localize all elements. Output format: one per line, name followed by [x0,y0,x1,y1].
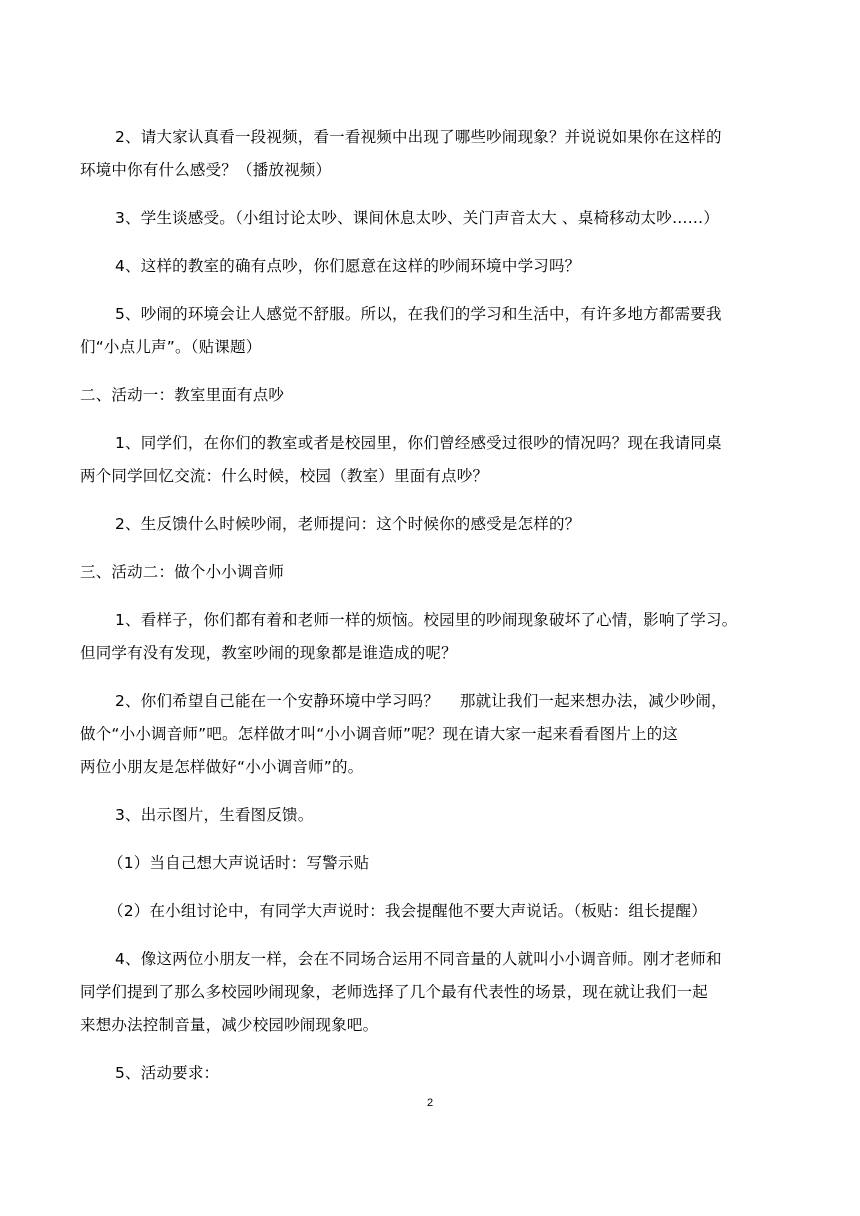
paragraph-line: 4、这样的教室的确有点吵，你们愿意在这样的吵闹环境中学习吗？ [115,257,581,275]
paragraph-line: 2、生反馈什么时候吵闹，老师提问：这个时候你的感受是怎样的？ [115,515,581,533]
paragraph-line: 来想办法控制音量，减少校园吵闹现象吧。 [80,1016,379,1034]
paragraph-line: 4、像这两位小朋友一样，会在不同场合运用不同音量的人就叫小小调音师。刚才老师和 [115,950,722,968]
paragraph-line: 1、同学们，在你们的教室或者是校园里，你们曾经感受过很吵的情况吗？现在我请同桌 [115,434,722,452]
paragraph-line: 2、请大家认真看一段视频，看一看视频中出现了哪些吵闹现象？并说说如果你在这样的 [115,128,722,146]
section-heading: 二、活动一：教室里面有点吵 [80,386,285,404]
paragraph-line: 5、活动要求： [115,1064,220,1082]
paragraph-line: 两位小朋友是怎样做好“小小调音师”的。 [80,758,364,776]
paragraph-line: 两个同学回忆交流：什么时候，校园（教室）里面有点吵？ [80,467,489,485]
paragraph-line: 3、学生谈感受。（小组讨论太吵、课间休息太吵、关门声音太大 、桌椅移动太吵……） [115,209,720,227]
paragraph-line: 但同学有没有发现，教室吵闹的现象都是谁造成的呢？ [80,644,457,662]
paragraph-line: 2、你们希望自己能在一个安静环境中学习吗？ 那就让我们一起来想办法，减少吵闹， [115,692,727,710]
paragraph-line: 3、出示图片，生看图反馈。 [115,806,314,824]
paragraph-line: 同学们提到了那么多校园吵闹现象，老师选择了几个最有代表性的场景，现在就让我们一起 [80,983,709,1001]
paragraph-line: 们“小点儿声”。（贴课题） [80,338,262,356]
list-item: （2）在小组讨论中，有同学大声说时：我会提醒他不要大声说话。（板贴：组长提醒） [108,902,707,920]
list-item: （1）当自己想大声说话时：写警示贴 [108,854,370,872]
paragraph-line: 1、看样子，你们都有着和老师一样的烦恼。校园里的吵闹现象破坏了心情，影响了学习。 [115,611,738,629]
section-heading: 三、活动二：做个小小调音师 [80,563,285,581]
paragraph-line: 做个“小小调音师”吧。怎样做才叫“小小调音师”呢？现在请大家一起来看看图片上的这 [80,725,679,743]
paragraph-line: 5、吵闹的环境会让人感觉不舒服。所以，在我们的学习和生活中，有许多地方都需要我 [115,305,722,323]
paragraph-line: 环境中你有什么感受？（播放视频） [80,161,332,179]
page-number: 2 [426,1097,434,1109]
